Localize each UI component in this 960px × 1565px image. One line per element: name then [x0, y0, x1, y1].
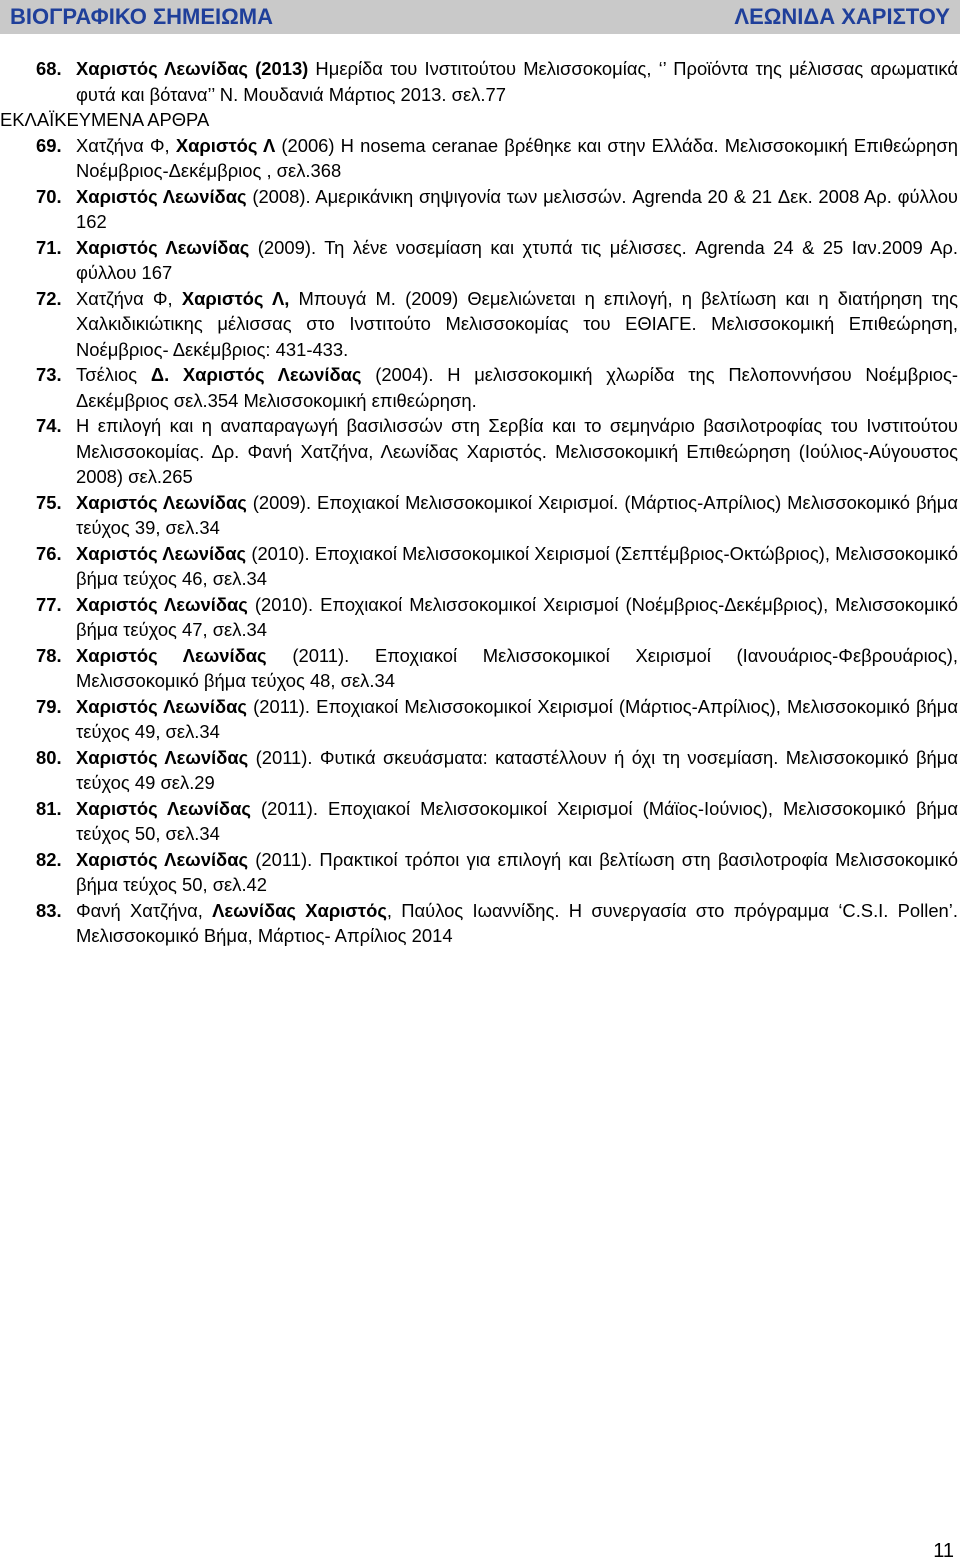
entry-number: 81. [36, 797, 62, 819]
citation-text: Χατζήνα Φ, [76, 134, 176, 156]
entry-number: 73. [36, 364, 62, 385]
entry-text [76, 541, 958, 592]
citation-text: (2011). Πρακτικοί τρόποι για επιλογή και βελτίωση στη βασιλοτροφία Μελισσοκομικό βήμα τεύχος 50, σελ.42 [76, 848, 958, 895]
entry-text [76, 362, 958, 413]
author-name: Χαριστός Λεωνίδας [76, 848, 249, 870]
author-name: Χαριστός Λεωνίδας [76, 491, 247, 513]
entry-text [76, 286, 958, 363]
reference-entry [36, 235, 958, 286]
entry-text [76, 643, 958, 694]
citation-text: Χατζήνα Φ, [76, 287, 182, 309]
page-number: 11 [933, 1540, 954, 1562]
entry-number: 77. [36, 593, 62, 615]
citation-text: (2010). Εποχιακοί Μελισσοκομικοί Χειρισμοί (Σεπτέμβριος-Οκτώβριος), Μελισσοκομικό βήμα τεύχος 46, σελ.34 [76, 542, 958, 589]
entry-number: 68. [36, 58, 62, 79]
author-name: Χαριστός Λεωνίδας (2013) [76, 58, 309, 79]
reference-entry [36, 592, 958, 643]
reference-entry [36, 541, 958, 592]
entry-text [76, 56, 958, 107]
reference-entry [36, 133, 958, 184]
entry-text [76, 592, 958, 643]
reference-list [0, 56, 958, 949]
page-header [0, 0, 960, 34]
author-name: Λεωνίδας Χαριστός [212, 899, 387, 921]
citation-text: (2006) H nosema ceranae βρέθηκε και στην Ελλάδα. Μελισσοκομική Επιθεώρηση Νοέμβριος-Δεκέμβριος , σελ.368 [76, 134, 958, 181]
entry-text [76, 133, 958, 184]
author-name: Χαριστός Λεωνίδας [76, 542, 247, 564]
reference-entry [36, 694, 958, 745]
reference-entry [36, 745, 958, 796]
entry-text [76, 413, 958, 490]
author-name: Χαριστός Λεωνίδας [76, 695, 247, 717]
reference-entry [36, 184, 958, 235]
reference-entry [36, 286, 958, 363]
reference-entry [36, 796, 958, 847]
citation-text: (2009). Τη λένε νοσεμίαση και χτυπά τις μέλισσες. Agrenda 24 & 25 Ιαν.2009 Αρ. φύλλου 167 [76, 236, 958, 283]
entry-number: 75. [36, 491, 62, 513]
entry-text [76, 898, 958, 949]
entry-text [76, 745, 958, 796]
entry-number: 72. [36, 287, 62, 309]
entry-text [76, 235, 958, 286]
reference-entry [36, 490, 958, 541]
citation-text: (2011). Εποχιακοί Μελισσοκομικοί Χειρισμοί (Ιανουάριος-Φεβρουάριος), Μελισσοκομικό βήμα τεύχος 48, σελ.34 [76, 644, 958, 691]
reference-entry [36, 898, 958, 949]
citation-text: Φανή Χατζήνα, [76, 899, 213, 921]
reference-entry [36, 413, 958, 490]
entry-text [76, 847, 958, 898]
entry-number: 70. [36, 185, 62, 207]
citation-text: , Παύλος Ιωαννίδης. Η συνεργασία στο πρόγραμμα ‘C.S.I. Pollen’. Μελισσοκομικό Βήμα, Μάρτιος- Απρίλιος 2014 [76, 899, 958, 946]
author-name: Χαριστός Λεωνίδας [76, 236, 250, 258]
author-name: Χαριστός Λ, [181, 287, 290, 309]
reference-entry [36, 643, 958, 694]
entry-number: 78. [36, 644, 62, 666]
header-title-left: ΒΙΟΓΡΑΦΙΚΟ ΣΗΜΕΙΩΜΑ [10, 4, 274, 29]
author-name: Χαριστός Λεωνίδας [76, 185, 247, 207]
entry-number: 69. [36, 134, 62, 156]
header-title-right: ΛΕΩΝΙΔΑ ΧΑΡΙΣΤΟΥ [734, 4, 950, 29]
author-name: Χαριστός Λεωνίδας [76, 593, 248, 615]
entry-number: 83. [36, 899, 62, 921]
citation-text: Η επιλογή και η αναπαραγωγή βασιλισσών στη Σερβία και το σεμηνάριο βασιλοτροφίας του Ινστιτούτου Μελισσοκομίας. Δρ. Φανή Χατζήνα, Λεωνίδας Χαριστός. Μελισσοκομική Επιθεώρηση (Ιούλιος-Αύγουστος 2008) σελ.265 [76, 415, 958, 487]
author-name: Χαριστός Λ [175, 134, 276, 156]
reference-entry [36, 56, 958, 107]
citation-text: Μπουγά Μ. (2009) Θεμελιώνεται η επιλογή, η βελτίωση και η διατήρηση της Χαλκιδικιώτικης μέλισσας στο Ινστιτούτο Μελισσοκομίας του ΕΘΙΑΓΕ. Μελισσοκομική Επιθεώρηση, Νοέμβριος- Δεκέμβριος: 431-433. [76, 287, 958, 360]
entry-number: 79. [36, 695, 62, 717]
citation-text: Ημερίδα του Ινστιτούτου Μελισσοκομίας, ‘’ Προϊόντα της μέλισσας αρωματικά φυτά και βότανα’’ Ν. Μουδανιά Μάρτιος 2013. σελ.77 [76, 58, 958, 105]
author-name: Χαριστός Λεωνίδας [76, 644, 267, 666]
entry-text [76, 184, 958, 235]
entry-text [76, 490, 958, 541]
author-name: Χαριστός Λεωνίδας [76, 746, 249, 768]
citation-text: (2008). Αμερικάνικη σηψιγονία των μελισσών. Agrenda 20 & 21 Δεκ. 2008 Αρ. φύλλου 162 [76, 185, 958, 232]
reference-entry [36, 847, 958, 898]
entry-number: 80. [36, 746, 62, 768]
entry-number: 71. [36, 236, 62, 258]
citation-text: Τσέλιος [76, 364, 151, 385]
citation-text: (2011). Φυτικά σκευάσματα: καταστέλλουν ή όχι τη νοσεμίαση. Μελισσοκομικό βήμα τεύχος 49 σελ.29 [76, 746, 958, 793]
citation-text: (2010). Εποχιακοί Μελισσοκομικοί Χειρισμοί (Νοέμβριος-Δεκέμβριος), Μελισσοκομικό βήμα τεύχος 47, σελ.34 [76, 593, 958, 640]
entry-text [76, 694, 958, 745]
entry-number: 74. [36, 415, 62, 436]
entry-number: 82. [36, 848, 62, 870]
author-name: Χαριστός Λεωνίδας [76, 797, 251, 819]
section-title: ΕΚΛΑΪΚΕΥΜΕΝΑ ΑΡΘΡΑ [0, 109, 210, 130]
reference-entry [36, 362, 958, 413]
author-name: Δ. Χαριστός Λεωνίδας [150, 364, 362, 385]
citation-text: (2011). Εποχιακοί Μελισσοκομικοί Χειρισμοί (Μάρτιος-Απρίλιος), Μελισσοκομικό βήμα τεύχος 49, σελ.34 [76, 695, 958, 742]
citation-text: (2009). Εποχιακοί Μελισσοκομικοί Χειρισμοί. (Μάρτιος-Απρίλιος) Μελισσοκομικό βήμα τεύχος 39, σελ.34 [76, 491, 958, 538]
citation-text: (2011). Εποχιακοί Μελισσοκομικοί Χειρισμοί (Μάϊος-Ιούνιος), Μελισσοκομικό βήμα τεύχος 50, σελ.34 [76, 797, 958, 844]
entry-number: 76. [36, 542, 62, 564]
citation-text: (2004). Η μελισσοκομική χλωρίδα της Πελοποννήσου Νοέμβριος- Δεκέμβριος σελ.354 Μελισσοκομική επιθεώρηση. [76, 364, 958, 411]
entry-text [76, 796, 958, 847]
